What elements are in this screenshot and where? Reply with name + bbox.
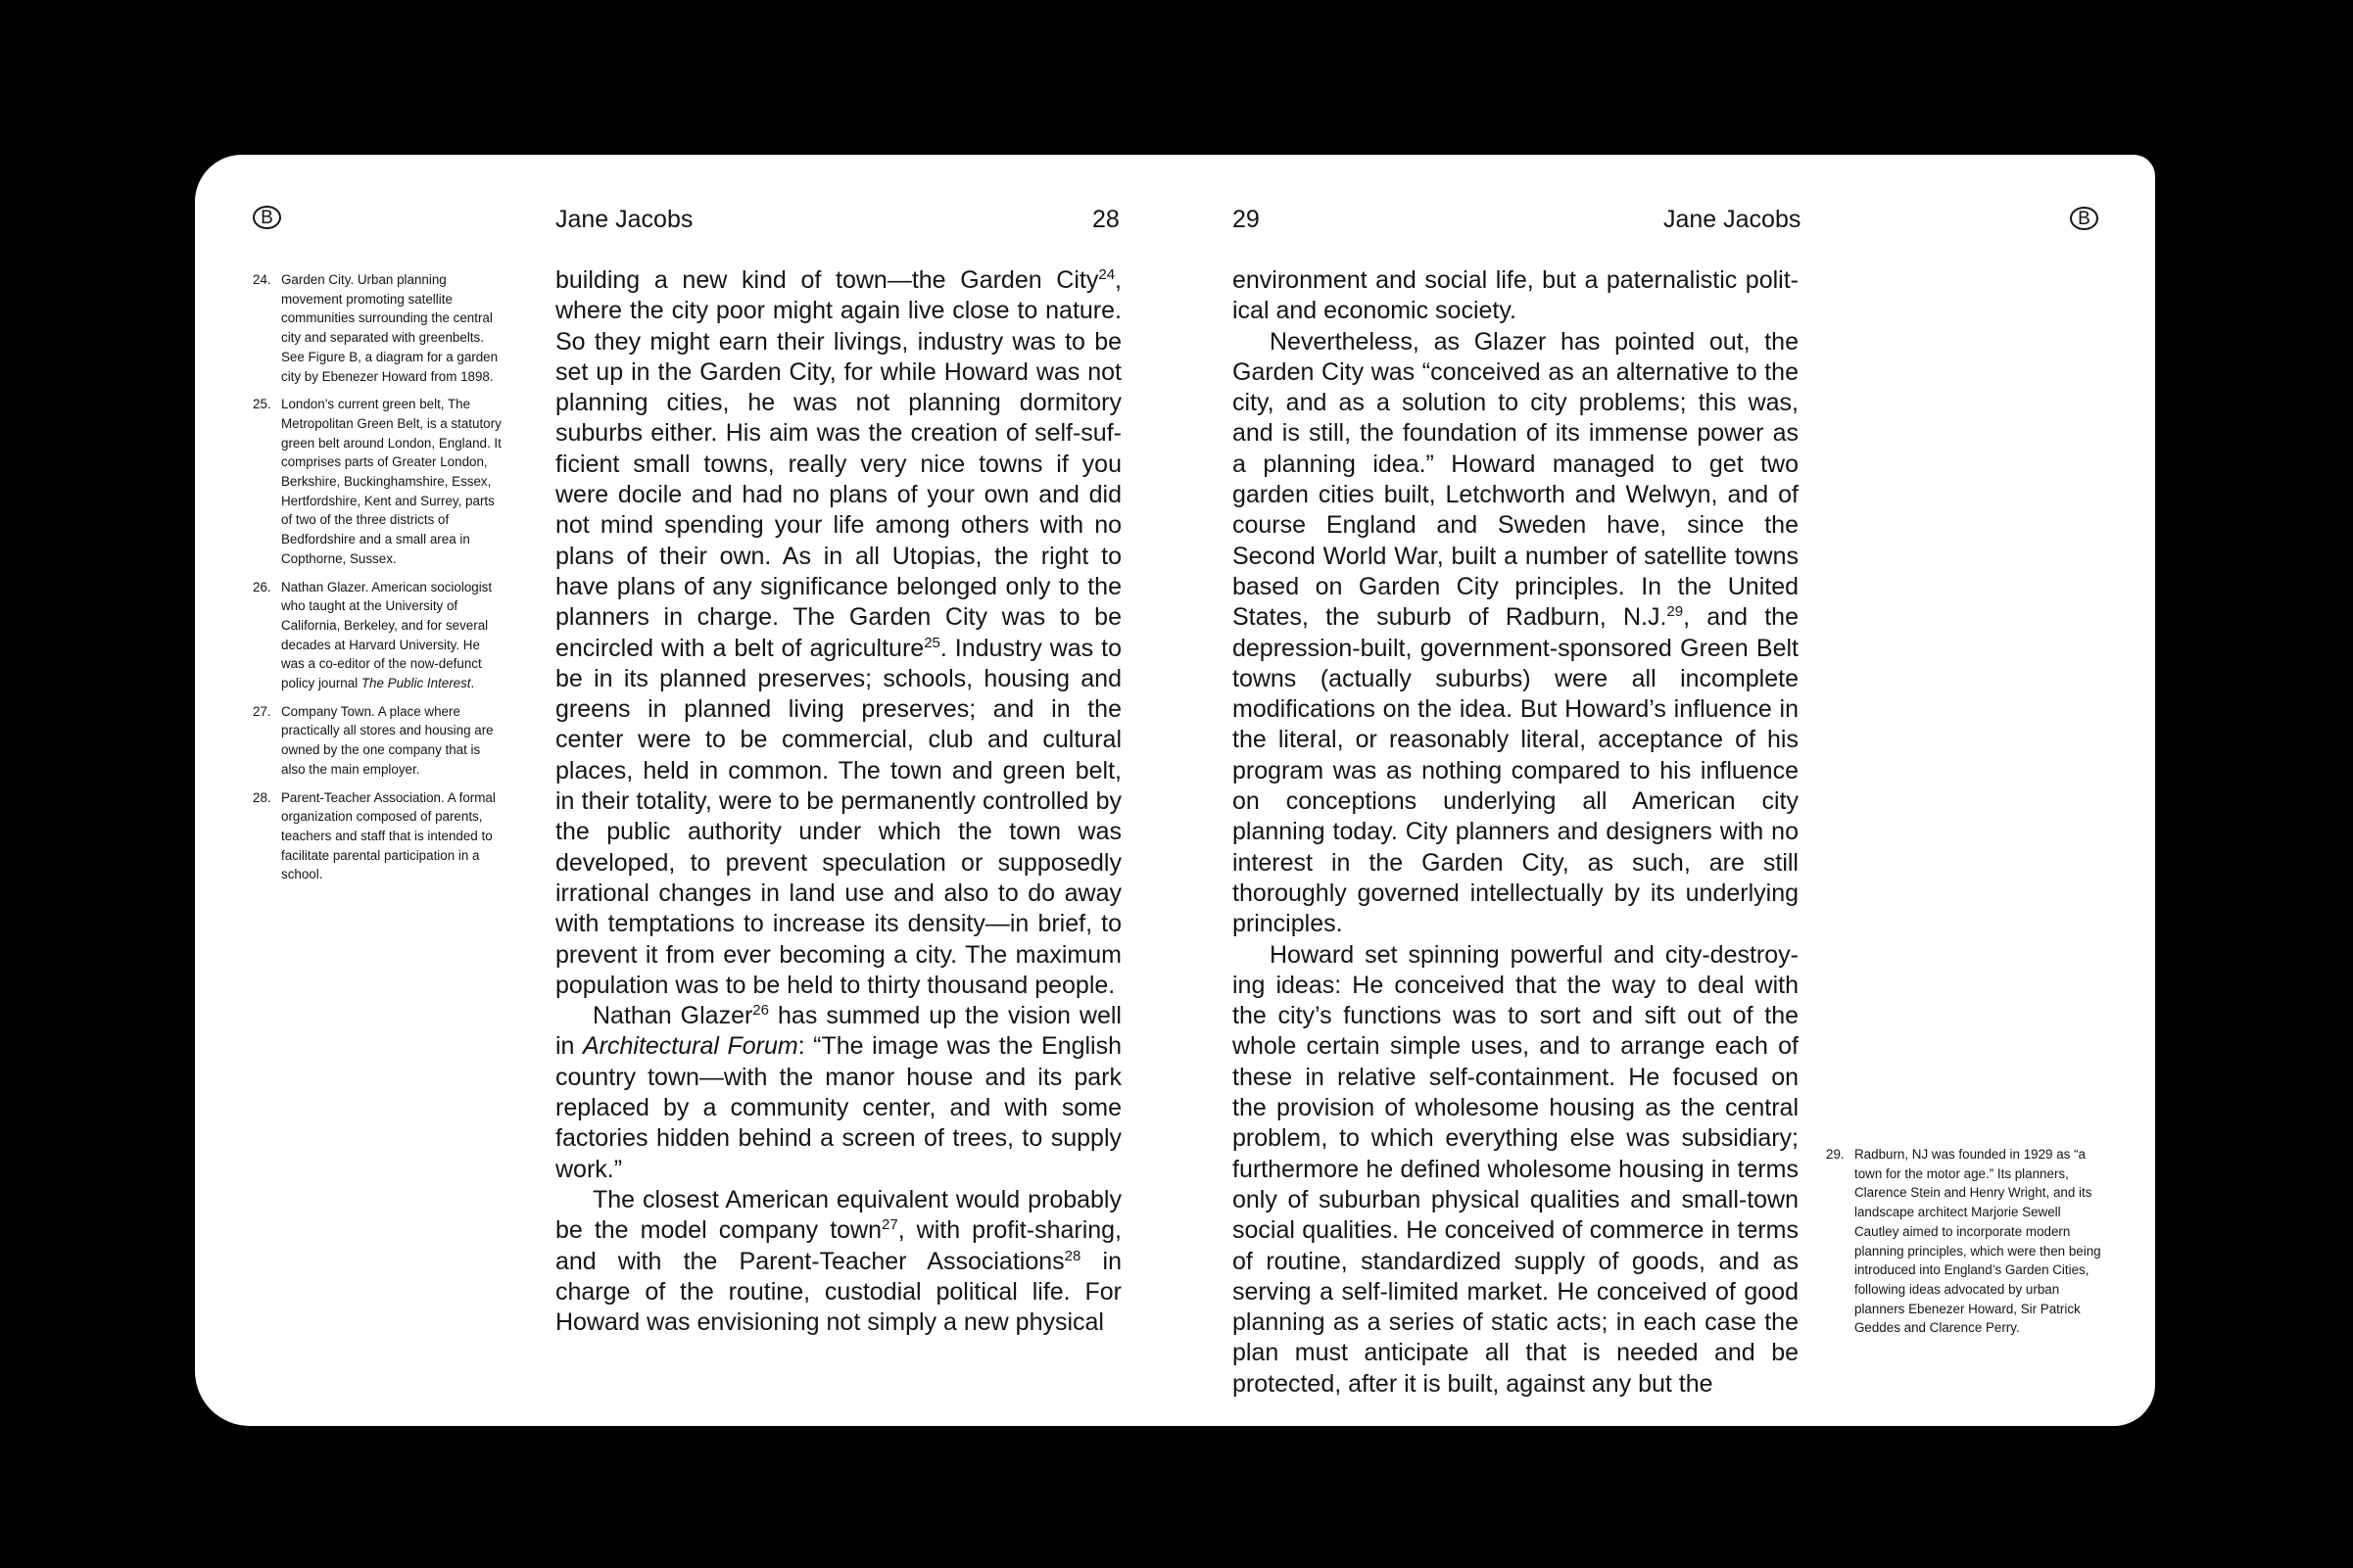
body-text-left [555,265,1122,1338]
footnote-29: 29. Radburn, NJ was founded in 1929 as “a town for the motor age.” Its planners, Clarence Stein and Henry Wright, and its landscape architect Marjorie Sewell Cautley aimed to incorporate modern planning principles, which were then being introduced into England’s Garden Cities, following ideas advocated by urban planners Ebenezer Howard, Sir Patrick Geddes and Clarence Perry. [1826,1147,2101,1336]
footnotes-right [1826,1145,2108,1347]
footnote-27: 27. Company Town. A place where practically all stores and housing are owned by the one company that is also the main employer. [253,703,494,777]
footnote-28: 28. Parent-Teacher Association. A formal organization composed of parents, teachers and staff that is intended to facilitate parental participation in a school. [253,789,496,882]
footnote-ref-24: 24 [1098,266,1116,283]
footnote-ref-26: 26 [752,1002,769,1020]
footnote-ref-25: 25 [924,634,940,651]
footnote-ref-29: 29 [1666,603,1684,621]
footnote-25: 25. London’s current green belt, The Metropolitan Green Belt, is a statutory green belt around London, England. It comprises parts of Greater London, Berkshire, Buckinghamshire, Essex, Hertfordshire, Kent and Surrey, parts of two of the three districts of Bedfordshire and a small area in Copthorne, Sussex. [253,397,502,566]
book-spread [195,155,2155,1426]
section-mark-left: B [253,206,281,229]
footnote-24: 24. Garden City. Urban planning movement promoting satellite communities surrounding the central city and separated with greenbelts. See Figure B, a diagram for a garden city by Ebenezer Howard from 1898. [253,272,499,384]
paragraph: The closest American equivalent would probably be the model company town$^{27}$, with profit-sharing, and with the Parent-Teacher Associations$^{28}$ in charge of the routine, custodial political life. For Howard was envisioning not simply a new physical [555,1185,1123,1337]
page-number-left: 28 [1092,206,1120,233]
section-mark-right: B [2070,207,2098,230]
page-number-right: 29 [1232,206,1260,233]
paragraph: Howard set spinning powerful and city-destroying ideas: He conceived that the way to deal with the city’s functions was to sort and sift out of the whole certain simple uses, and to arrange each of these in relative self-containment. He focused on the provision of wholesome housing as the central problem, to which everything else was subsidiary; furthermore he defined wholesome housing in terms only of suburban physical qualities and small-town social qualities. He conceived of commerce in terms of routine, standardized supply of goods, and as serving a self-limited market. He conceived of good planning as a series of static acts; in each case the plan must anticipate all that is needed and be protected, after it is built, against any but the [1232,940,1799,1398]
running-title-left: Jane Jacobs [555,206,694,233]
publication-title: Architectural Forum [583,1032,798,1061]
paragraph: Nevertheless, as Glazer has pointed out, the Garden City was “conceived as an alternative to the city, and as a solution to city problems; this was, and is still, the foundation of its immense power as a planning idea.” Howard managed to get two garden cities built, Letchworth and Welwyn, and of course England and Sweden have, since the Second World War, built a number of satellite towns based on Garden City principles. In the United States, the suburb of Radburn, N.J.$^{29}$, and the depression-built, government-sponsored Green Belt towns (actually suburbs) were all incomplete modifications on the idea. But Howard’s influence in the literal, or reasonably literal, acceptance of his program was as nothing compared to his influence on conceptions underlying all American city planning today. City planners and designers with no interest in the Garden City, as such, are still thoroughly governed intellectually by its underlying principles. [1232,327,1799,938]
journal-title: The Public Interest [360,676,471,691]
body-text-right [1232,265,1799,1400]
paragraph: Nathan Glazer$^{26}$ has summed up the vision well in Architectural Forum: “The image was the English country town—with the manor house and its park replaced by a community center, and with some factories hidden behind a screen of trees, to supply work.” [555,1002,1122,1183]
running-title-right: Jane Jacobs [1663,206,1801,233]
footnote-26: 26. Nathan Glazer. American sociologist who taught at the University of California, Berkeley, and for several decades at Harvard University. He was a co-editor of the now-defunct policy journal The Public Interest. [253,579,493,691]
footnotes-left [253,270,505,893]
paragraph: environment and social life, but a paternalistic political and economic society. [1232,266,1799,325]
footnote-ref-28: 28 [1064,1247,1081,1264]
paragraph: building a new kind of town—the Garden City$^{24}$, where the city poor might again live close to nature. So they might earn their livings, industry was to be set up in the Garden City, for while Howard was not planning cities, he was not planning dormitory suburbs either. His aim was the creation of self-sufficient small towns, really very nice towns if you were docile and had no plans of your own and did not mind spending your life among others with no plans of their own. As in all Utopias, the right to have plans of any significance belonged only to the planners in charge. The Garden City was to be encircled with a belt of agriculture$^{25}$. Industry was to be in its planned preserves; schools, housing and greens in planned living preserves; and in the center were to be commercial, club and cultural places, held in common. The town and green belt, in their totality, were to be permanently controlled by the public authority under which the town was developed, to prevent speculation or supposedly irrational changes in land use and also to do away with temptations to increase its density—in brief, to prevent it from ever becoming a city. The maximum population was to be held to thirty thousand people. [555,266,1122,999]
footnote-ref-27: 27 [882,1216,898,1234]
